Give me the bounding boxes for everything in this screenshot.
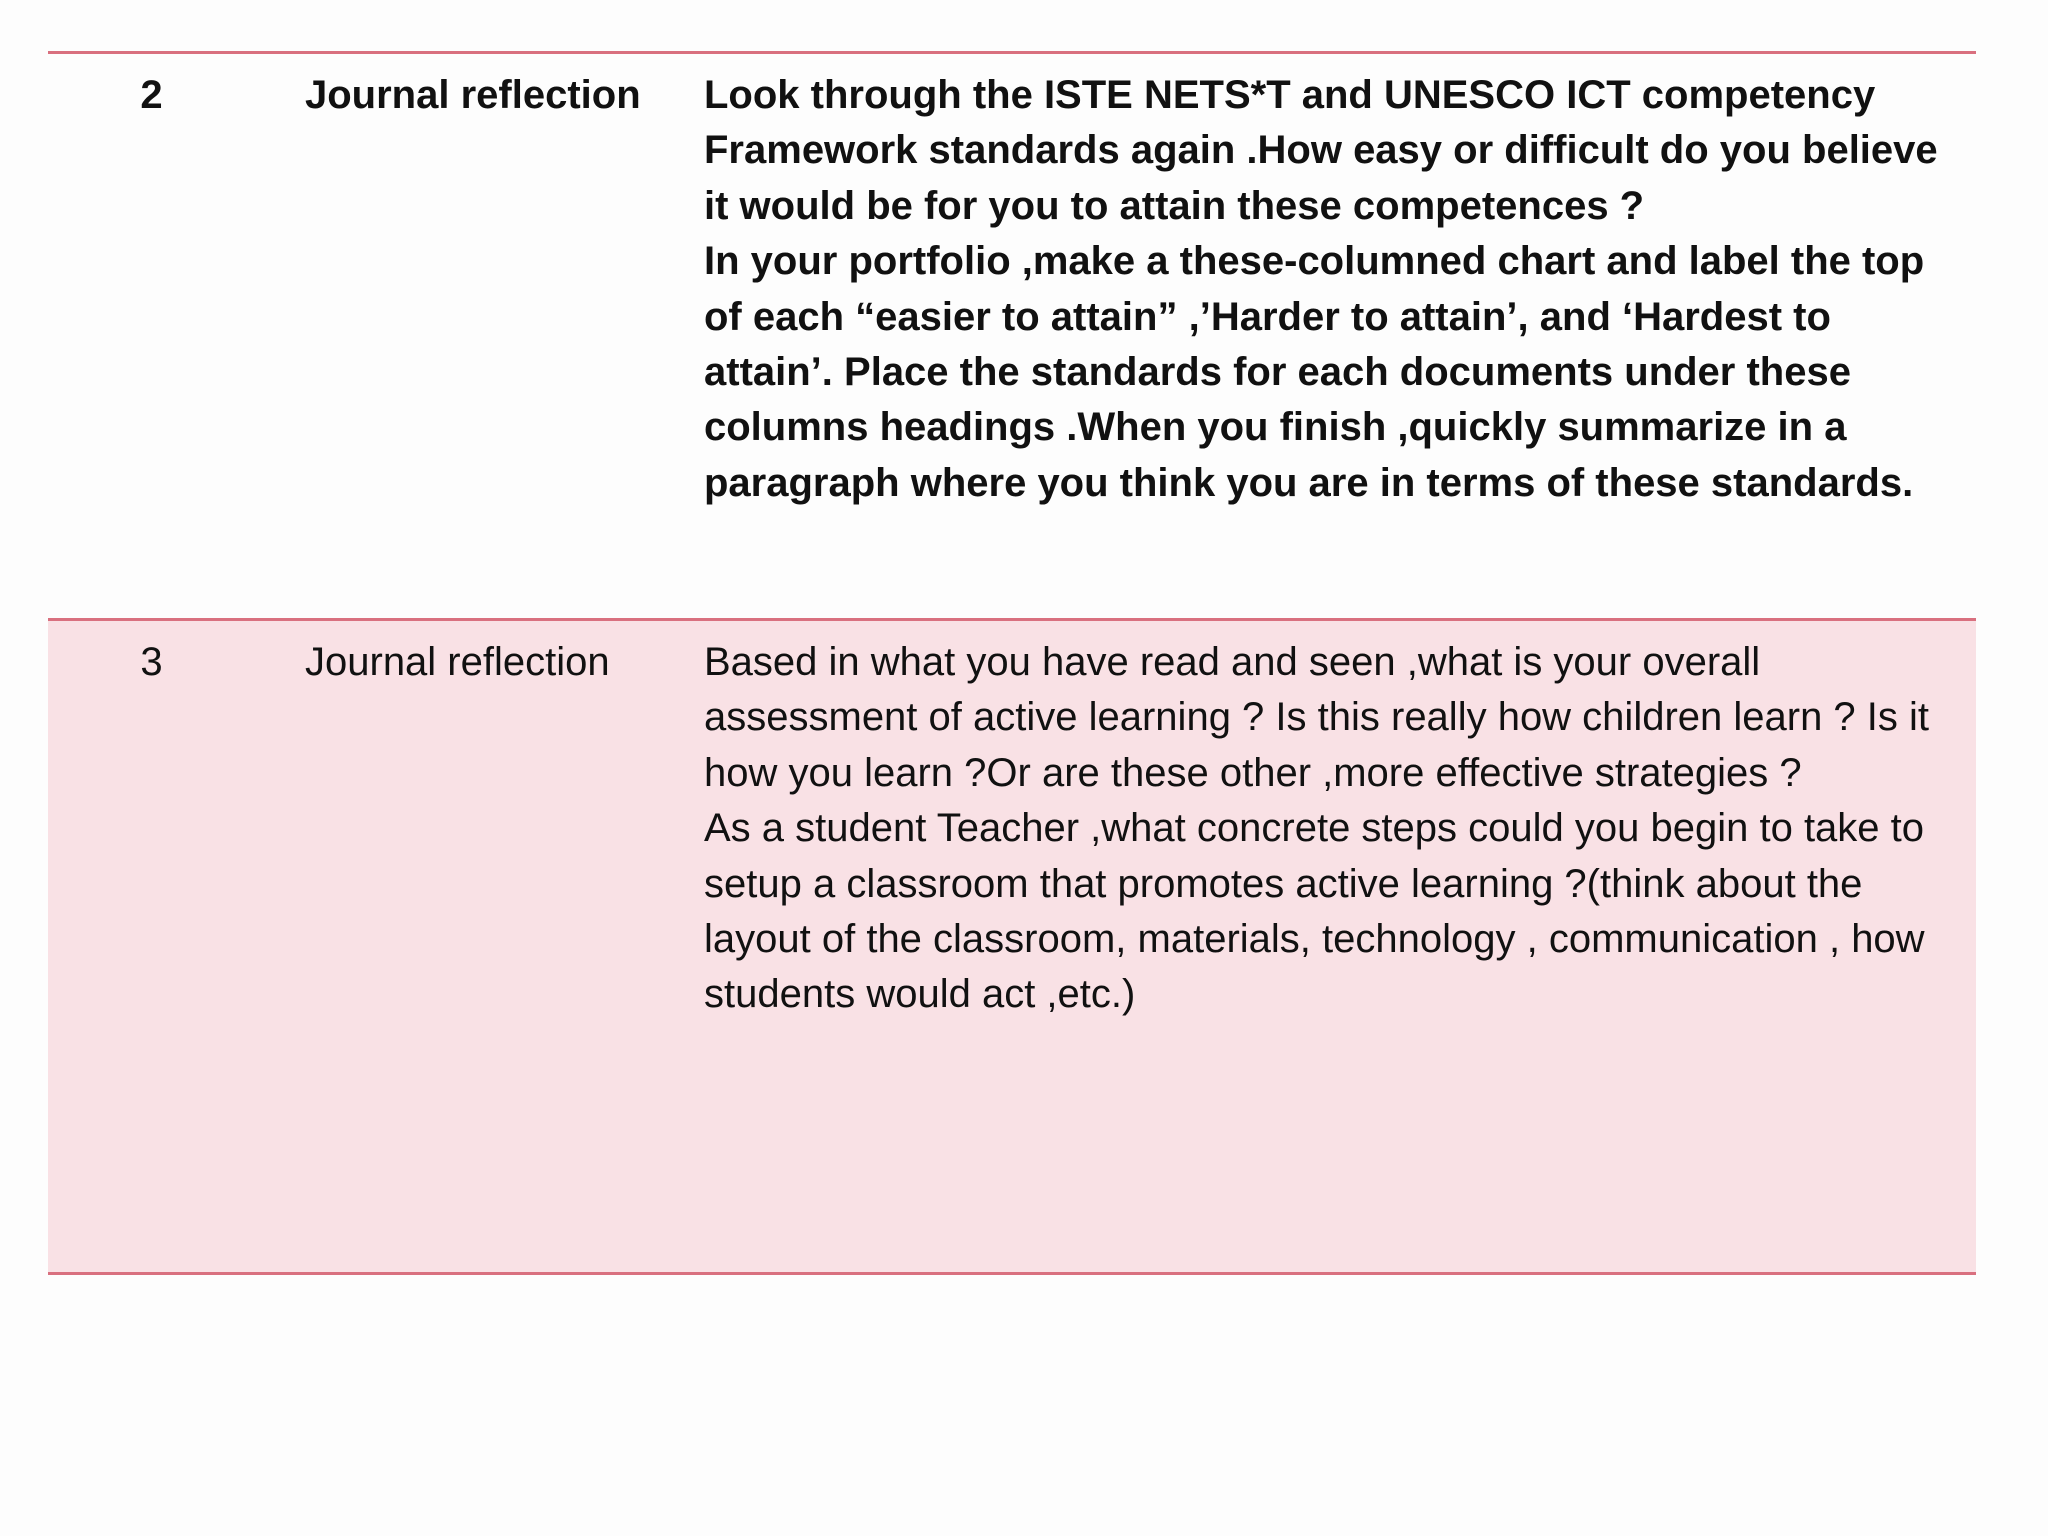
activity-type: Journal reflection bbox=[305, 73, 641, 117]
activity-type: Journal reflection bbox=[305, 640, 610, 684]
activity-description bbox=[704, 621, 1976, 1272]
activity-description bbox=[704, 54, 1976, 618]
row-number: 3 bbox=[140, 640, 163, 684]
description-paragraph: Look through the ISTE NETS*T and UNESCO ICT competency Framework standards again .How easy or difficult do you believe it would be for you to attain these competences ? bbox=[704, 73, 1938, 228]
table-row-3 bbox=[48, 621, 1976, 1275]
description-paragraph: Based in what you have read and seen ,what is your overall assessment of active learning ? Is this really how children learn ? Is it how you learn ?Or are these other ,more effective strategies ? bbox=[704, 640, 1930, 795]
row-number: 2 bbox=[140, 73, 163, 117]
description-paragraph: As a student Teacher ,what concrete steps could you begin to take to setup a classroom that promotes active learning ?(think about the layout of the classroom, materials, technology , communication , how students would act ,etc.) bbox=[704, 806, 1925, 1017]
table-row-2 bbox=[48, 54, 1976, 621]
activity-table bbox=[48, 51, 1976, 1275]
description-paragraph: In your portfolio ,make a these-columned chart and label the top of each “easier to attain” ,’Harder to attain’, and ‘Hardest to attain’. Place the standards for each documents under these columns headings .When you finish ,quickly summarize in a paragraph where you think you are in terms of these standards. bbox=[704, 239, 1925, 505]
